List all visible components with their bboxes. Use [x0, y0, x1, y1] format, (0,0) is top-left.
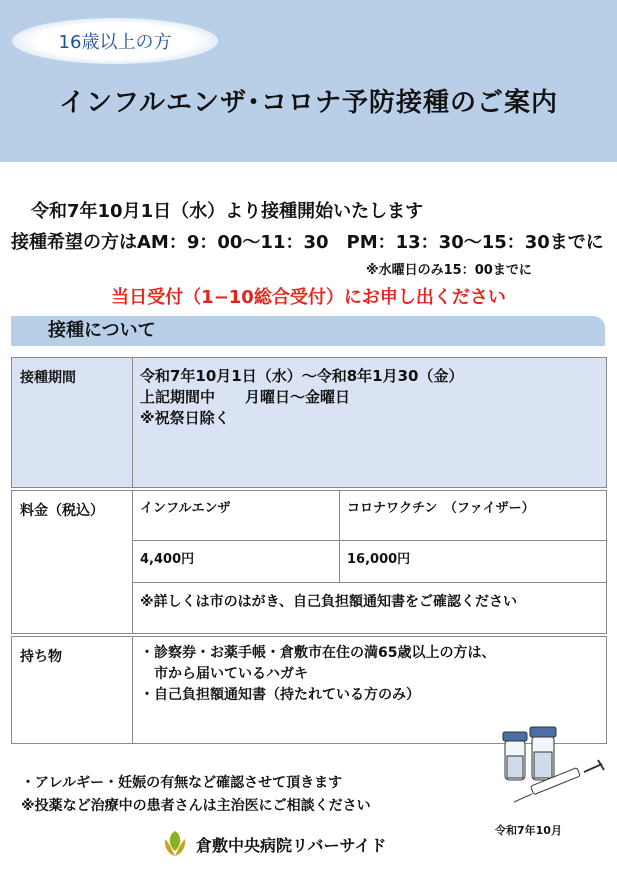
fee-label: 料金（税込）: [20, 503, 104, 519]
items-line-2: 市から届いているハガキ: [140, 666, 308, 682]
vaccine-vial-icon: [492, 722, 607, 806]
reception-notice: 当日受付（1−10総合受付）にお申し出ください: [111, 287, 506, 308]
issue-date: 令和7年10月: [495, 824, 562, 837]
fee-row: [11, 490, 607, 634]
fee-note: ※詳しくは市のはがき、自己負担額通知書をご確認ください: [140, 594, 518, 610]
hospital-logo-icon: [162, 829, 188, 859]
start-date-line: 令和7年10月1日（水）より接種開始いたします: [31, 201, 424, 222]
items-line-3: ・自己負担額通知書（持たれている方のみ）: [140, 687, 420, 703]
period-line-2: 上記期間中 月曜日～金曜日: [140, 388, 351, 406]
header-banner: [0, 0, 617, 162]
corona-header: コロナワクチン （ファイザー）: [347, 501, 535, 516]
corona-price: 16,000円: [347, 552, 411, 567]
page-title: インフルエンザ･コロナ予防接種のご案内: [59, 88, 558, 118]
section-heading: 接種について: [11, 316, 605, 346]
period-row: [11, 357, 607, 488]
column-divider: [132, 491, 133, 633]
period-line-3: ※祝祭日除く: [140, 409, 230, 427]
treatment-note: ※投薬など治療中の患者さんは主治医にご相談ください: [21, 798, 371, 814]
hospital-name: 倉敷中央病院リバーサイド: [196, 836, 387, 855]
column-divider: [132, 637, 133, 743]
items-label: 持ち物: [20, 649, 62, 665]
fee-column-divider: [339, 491, 340, 582]
influenza-price: 4,400円: [140, 552, 195, 567]
hours-line: 接種希望の方はAM：9：00～11：30 PM：13：30～15：30までに: [11, 232, 604, 253]
allergy-note: ・アレルギー・妊娠の有無など確認させて頂きます: [21, 775, 343, 791]
influenza-header: インフルエンザ: [140, 501, 231, 516]
period-line-1: 令和7年10月1日（水）～令和8年1月30（金）: [140, 367, 464, 385]
syringe-icon: [514, 760, 604, 802]
fee-divider: [132, 540, 606, 541]
wednesday-note: ※水曜日のみ15：00までに: [366, 263, 532, 278]
fee-divider: [132, 582, 606, 583]
column-divider: [132, 358, 133, 487]
period-label: 接種期間: [20, 370, 76, 386]
age-badge: 16歳以上の方: [12, 18, 218, 64]
items-line-1: ・診察券・お薬手帳・倉敷市在住の満65歳以上の方は、: [140, 645, 496, 661]
